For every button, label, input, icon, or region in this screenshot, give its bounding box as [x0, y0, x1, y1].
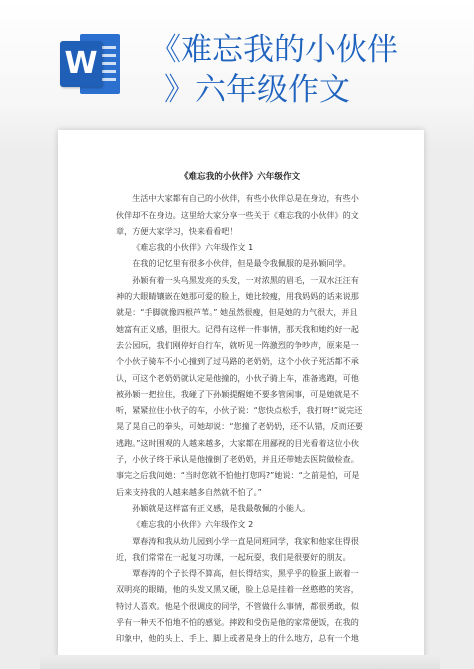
section-heading-1: 《难忘我的小伙伴》六年级作文 1 [132, 242, 254, 253]
banner-title-line1: 《难忘我的小伙伴 [150, 32, 398, 68]
banner-title [150, 30, 470, 110]
word-page-line [102, 54, 116, 57]
paragraph-intro: 生活中大家都有自己的小伙伴，有些小伙伴总是在身边，有些小伙伴却不在身边。这里给大家分享一些关于《难忘我的小伙伴》的文章，方便大家学习，快来看看吧！ [116, 193, 359, 236]
paragraph: 在我的记忆里有很多小伙伴，但是最令我佩服的是孙颖同学。 [132, 258, 351, 269]
paragraph: 孙颖就是这样富有正义感，是我最敬佩的小能人。 [132, 502, 311, 513]
word-page-line [102, 62, 116, 65]
word-page-line [102, 78, 116, 81]
page-bottom-shade [40, 655, 440, 669]
paragraph: 孙颖有着一头乌黑发亮的头发，一对浓黑的眉毛，一双水汪汪有神的大眼睛镶嵌在她那可爱的脸上，她比较瘦，用我妈妈的话来说那就是：“手脚就像四根芦苇。” 她虽然很瘦，但是她的力气很大，并且她富有正义感，胆很大。记得有这样一件事情，那天我和她约好一起去公园玩，我们刚停好自行车，就听见一阵激烈的争吵声，原来是一个小伙子骑车不小心撞到了过马路的老奶奶，这个小伙子死活都不承认，可这个老奶奶就认定是他撞的，小伙子骑上车，准备逃跑，可他被孙颖一把拉住，我碰了下孙颖提醒她不要多管闲事，可是她就是不听，紧紧拉住小伙子的车，小伙子说：“您快点松手，我打呀!”说完还晃了晃自己的拳头，可她却说：“您撞了老奶奶，还不认错，反而还要逃跑。”这时围观的人越来越多，大家都在用鄙视的目光看着这位小伙子，小伙子终于承认是他撞倒了老奶奶，并且还带她去医院做检查。事完之后我问她：“当时您就不怕他打您吗?”她说：“之前是怕，可是后来支持我的人越来越多自然就不怕了。” [116, 274, 364, 497]
word-page-line [102, 70, 116, 73]
document-body [116, 169, 364, 647]
word-page-line [102, 46, 116, 49]
word-document-icon [60, 34, 122, 94]
paragraph: 覃春涛和我从幼儿园到小学一直是同班同学，我家和他家住得很近，我们常常在一起复习功课，一起玩耍，我们是很要好的朋友。 [116, 535, 359, 562]
word-badge: W [60, 41, 102, 87]
paragraph: 覃春涛的个子长得不算高，但长得结实，黑乎乎的脸蛋上嵌着一双明亮的眼睛，他的头发又黑又硬，脸上总是挂着一丝憨憨的笑容，特讨人喜欢。他是个很调皮的同学，不管做什么事情，都很勇敢，似乎有一种天不怕地不怕的感觉。摔跤和受伤是他的家常便饭，在我的印象中，他的头上、手上、脚上或者是身上的什么地方，总有一个地 [116, 568, 359, 644]
banner-header [0, 0, 474, 150]
section-heading-2: 《难忘我的小伙伴》六年级作文 2 [132, 519, 254, 530]
document-title: 《难忘我的小伙伴》六年级作文 [179, 172, 301, 182]
banner-title-line2: 》六年级作文 [164, 72, 350, 108]
